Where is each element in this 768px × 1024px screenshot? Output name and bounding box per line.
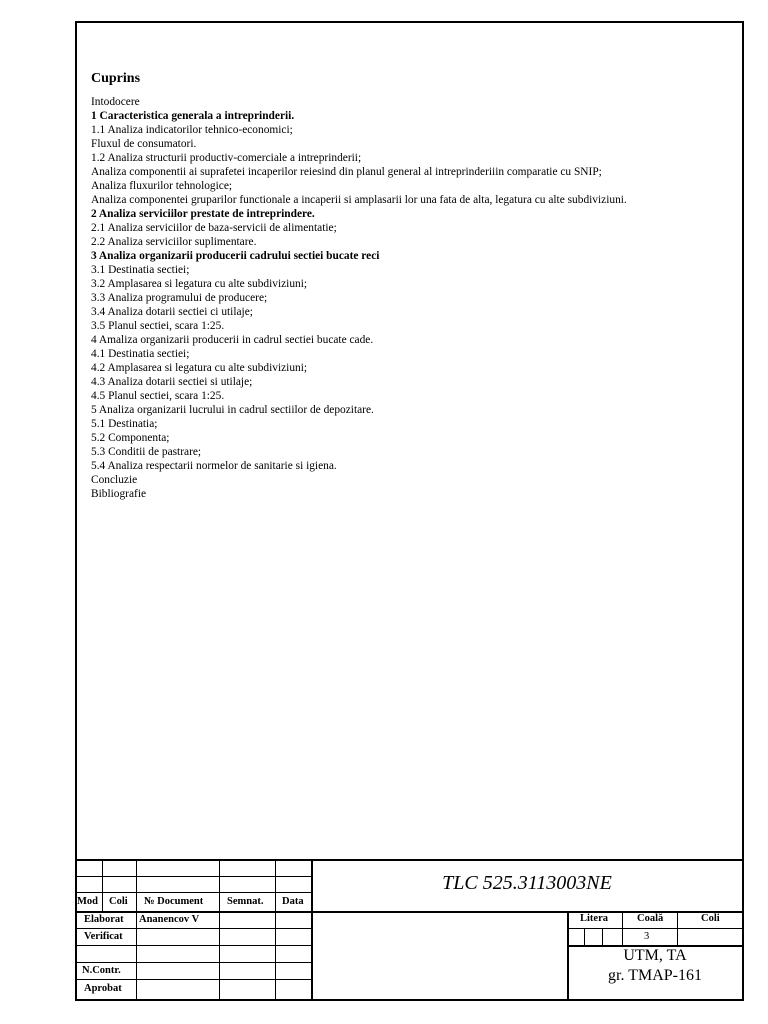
row-verificat: Verificat <box>84 931 123 942</box>
rule <box>568 928 744 929</box>
toc-item: 3.3 Analiza programului de producere; <box>91 292 268 304</box>
toc-item: Concluzie <box>91 474 138 486</box>
toc-item: 5.3 Conditii de pastrare; <box>91 446 202 458</box>
toc-item: 4.3 Analiza dotarii sectiei si utilaje; <box>91 376 253 388</box>
rule <box>584 929 585 946</box>
rule <box>622 911 623 946</box>
header-semnat: Semnat. <box>227 896 264 907</box>
row-elaborat: Elaborat <box>84 914 124 925</box>
table-of-contents <box>91 95 627 501</box>
toc-item: Intodocere <box>91 96 140 108</box>
rule <box>75 876 312 877</box>
row-aprobat: Aprobat <box>84 983 122 994</box>
organization-line-1: UTM, TA <box>623 947 687 964</box>
rule <box>602 929 603 946</box>
rule <box>136 859 137 999</box>
toc-item: 3.5 Planul sectiei, scara 1:25. <box>91 320 225 332</box>
rule <box>75 962 312 963</box>
header-data: Data <box>282 896 304 907</box>
toc-item: 3.1 Destinatia sectiei; <box>91 264 190 276</box>
header-coli: Coli <box>109 896 128 907</box>
toc-item: 1 Caracteristica generala a intreprinderii. <box>91 110 295 122</box>
toc-item: 2.2 Analiza serviciilor suplimentare. <box>91 236 257 248</box>
coli-label: Coli <box>701 913 720 924</box>
toc-item: 5.4 Analiza respectarii normelor de sanitarie si igiena. <box>91 460 337 472</box>
toc-item: Analiza fluxurilor tehnologice; <box>91 180 233 192</box>
rule <box>275 859 276 999</box>
header-document: № Document <box>144 896 204 907</box>
toc-item: 4.1 Destinatia sectiei; <box>91 348 190 360</box>
rule <box>219 859 220 999</box>
toc-item: 5.1 Destinatia; <box>91 418 158 430</box>
page-title: Cuprins <box>91 71 141 86</box>
toc-item: 1.1 Analiza indicatorilor tehnico-economici; <box>91 124 293 136</box>
toc-item: 4.2 Amplasarea si legatura cu alte subdiviziuni; <box>91 362 308 374</box>
rule <box>677 911 678 946</box>
litera-label: Litera <box>580 913 608 924</box>
toc-item: 2 Analiza serviciilor prestate de intreprindere. <box>91 208 315 220</box>
toc-item: 5.2 Componenta; <box>91 432 170 444</box>
toc-item: 4 Amaliza organizarii producerii in cadrul sectiei bucate cade. <box>91 334 374 346</box>
toc-item: Analiza componentii ai suprafetei incaperilor reiesind din planul general al intreprinderiiin comparatie cu SNIP; <box>91 166 602 178</box>
rule <box>75 859 744 861</box>
rule <box>75 979 312 980</box>
toc-item: 2.1 Analiza serviciilor de baza-servicii de alimentatie; <box>91 222 337 234</box>
document-number: TLC 525.3113003NE <box>442 872 612 894</box>
coala-value: 3 <box>644 931 650 942</box>
toc-item: Fluxul de consumatori. <box>91 138 197 150</box>
rule <box>102 859 103 912</box>
toc-item: 1.2 Analiza structurii productiv-comerciale a intreprinderii; <box>91 152 362 164</box>
header-mod: Mod <box>77 896 98 907</box>
organization-line-2: gr. TMAP-161 <box>608 967 702 984</box>
coala-label: Coală <box>637 913 664 924</box>
toc-item: Bibliografie <box>91 488 147 500</box>
toc-item: 3.4 Analiza dotarii sectiei ci utilaje; <box>91 306 253 318</box>
rule <box>75 892 312 893</box>
toc-item: 3 Analiza organizarii producerii cadrului sectiei bucate reci <box>91 250 380 262</box>
toc-item: 5 Analiza organizarii lucrului in cadrul sectiilor de depozitare. <box>91 404 374 416</box>
toc-item: Analiza componentei gruparilor functionale a incaperii si amplasarii lor una fata de alta, legatura cu alte subdiviziuni. <box>91 194 627 206</box>
row-ncontr: N.Contr. <box>82 965 121 976</box>
toc-item: 3.2 Amplasarea si legatura cu alte subdiviziuni; <box>91 278 308 290</box>
toc-item: 4.5 Planul sectiei, scara 1:25. <box>91 390 225 402</box>
rule <box>75 945 312 946</box>
row-elaborat-name: Ananencov V <box>139 914 200 925</box>
rule <box>75 928 312 929</box>
